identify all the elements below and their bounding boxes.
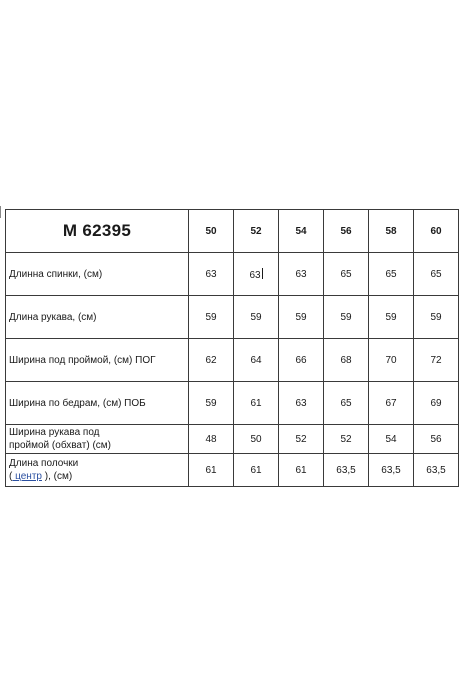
table-cell: 64	[234, 339, 279, 382]
edge-mark	[0, 206, 1, 218]
table-cell: 52	[324, 425, 369, 454]
table-row	[6, 425, 459, 454]
size-header: 54	[279, 210, 324, 253]
table-cell: 59	[234, 296, 279, 339]
row-label: Ширина под проймой, (см) ПОГ	[6, 339, 189, 382]
row-label-line: проймой (обхват) (см)	[9, 440, 111, 451]
size-chart-table	[5, 209, 459, 487]
table-cell: 54	[369, 425, 414, 454]
model-number: М 62395	[6, 210, 189, 253]
row-label: Длина рукава, (см)	[6, 296, 189, 339]
row-label-line: Ширина рукава под	[9, 427, 100, 438]
table-row	[6, 454, 459, 487]
row-label-prefix: (	[9, 471, 13, 482]
row-label-suffix: ), (см)	[41, 471, 73, 482]
table-cell: 65	[324, 382, 369, 425]
table-cell: 52	[279, 425, 324, 454]
table-row	[6, 296, 459, 339]
table-cell-with-cursor	[234, 253, 279, 296]
size-header: 56	[324, 210, 369, 253]
table-cell: 72	[414, 339, 459, 382]
table-cell: 65	[324, 253, 369, 296]
text-cursor	[262, 268, 263, 279]
table-cell: 61	[279, 454, 324, 487]
row-label: Ширина по бедрам, (см) ПОБ	[6, 382, 189, 425]
size-header: 50	[189, 210, 234, 253]
table-row	[6, 253, 459, 296]
table-cell: 59	[414, 296, 459, 339]
table-cell: 59	[324, 296, 369, 339]
table-cell: 63,5	[324, 454, 369, 487]
table-cell: 63	[279, 253, 324, 296]
header-row	[6, 210, 459, 253]
table-cell: 68	[324, 339, 369, 382]
row-label	[6, 454, 189, 487]
center-note-link[interactable]: центр	[12, 471, 42, 482]
row-label	[6, 425, 189, 454]
table-cell: 59	[279, 296, 324, 339]
table-row	[6, 382, 459, 425]
table-cell: 48	[189, 425, 234, 454]
size-header: 60	[414, 210, 459, 253]
table-cell: 67	[369, 382, 414, 425]
table-cell: 63,5	[369, 454, 414, 487]
table-cell: 63	[279, 382, 324, 425]
table-cell: 56	[414, 425, 459, 454]
table-cell: 70	[369, 339, 414, 382]
table-cell: 59	[369, 296, 414, 339]
table-cell: 65	[414, 253, 459, 296]
cell-value: 63	[249, 269, 261, 281]
size-header: 58	[369, 210, 414, 253]
table-cell: 59	[189, 296, 234, 339]
table-cell: 50	[234, 425, 279, 454]
row-label-line: Длина полочки	[9, 458, 79, 469]
table-cell: 65	[369, 253, 414, 296]
table-cell: 63,5	[414, 454, 459, 487]
table-cell: 61	[189, 454, 234, 487]
table-cell: 63	[189, 253, 234, 296]
size-header: 52	[234, 210, 279, 253]
table-cell: 59	[189, 382, 234, 425]
table-cell: 61	[234, 382, 279, 425]
table-cell: 66	[279, 339, 324, 382]
table-cell: 61	[234, 454, 279, 487]
table-cell: 69	[414, 382, 459, 425]
table-cell: 62	[189, 339, 234, 382]
row-label: Длинна спинки, (см)	[6, 253, 189, 296]
table-row	[6, 339, 459, 382]
